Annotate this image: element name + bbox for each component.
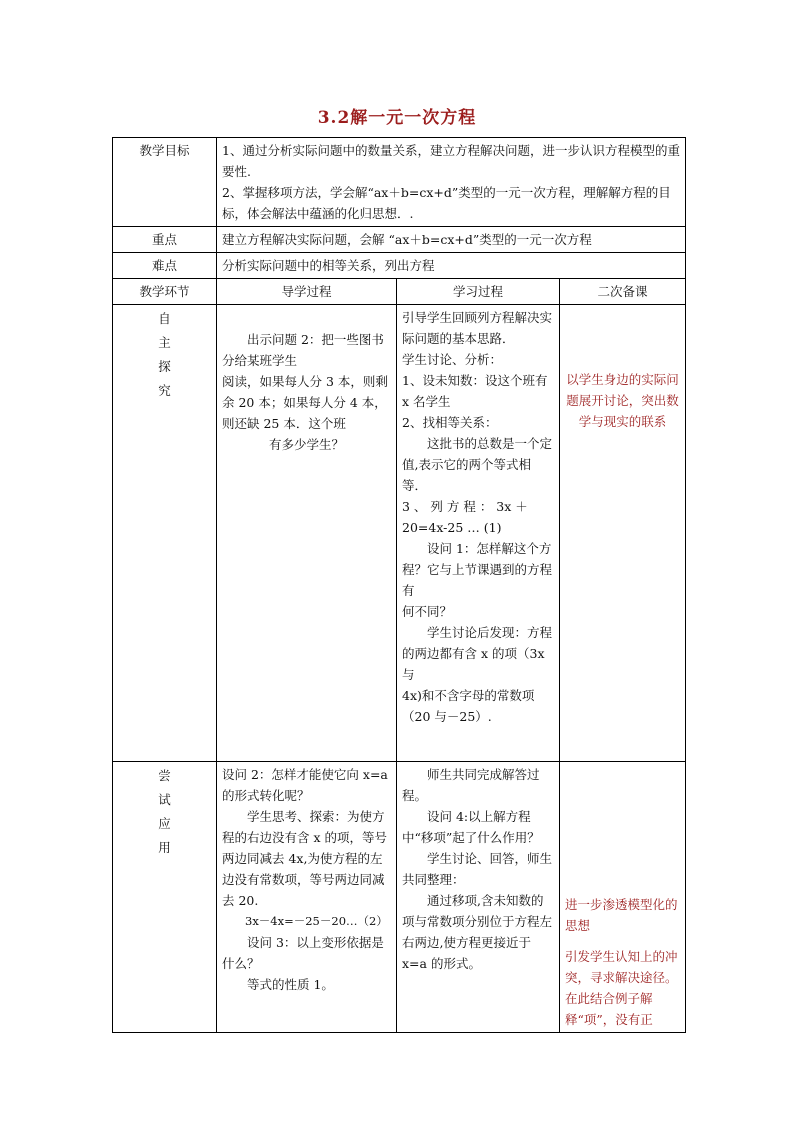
notes-1	[560, 305, 686, 762]
key-point-label: 重点	[113, 227, 217, 253]
stage-char: 应	[158, 816, 171, 831]
objective-1: 1、通过分析实际问题中的数量关系，建立方程解决问题，进一步认识方程模型的重要性.	[222, 143, 680, 179]
key-point-text: 建立方程解决实际问题，会解 “ax＋b=cx+d”类型的一元一次方程	[217, 227, 686, 253]
learn-process-2	[397, 762, 560, 1033]
learn-text: 2、找相等关系：	[402, 415, 498, 430]
notes-text: 在此结合例子解释“项”，没有正	[565, 991, 653, 1027]
difficulty-row	[113, 253, 686, 279]
stage-char: 主	[158, 335, 171, 350]
header-notes: 二次备课	[560, 279, 686, 305]
learn-process-1	[397, 305, 560, 762]
page-title: 3.2解一元一次方程	[317, 108, 477, 128]
stage-char: 探	[158, 359, 171, 374]
objectives-label: 教学目标	[113, 138, 217, 227]
section-2-row	[113, 762, 686, 1033]
section-1-row	[113, 305, 686, 762]
objective-2: 2、掌握移项方法，学会解“ax＋b=cx+d”类型的一元一次方程，理解解方程的目标，体会解法中蕴涵的化归思想．.	[222, 185, 671, 221]
objectives-content	[217, 138, 686, 227]
stage-try-apply	[113, 762, 217, 1033]
header-guide: 导学过程	[217, 279, 397, 305]
learn-text: 师生共同完成解答过程。	[402, 767, 540, 803]
stage-char: 试	[158, 792, 171, 807]
notes-text: 引发学生认知上的冲突，寻求解决途径。	[565, 949, 678, 985]
guide-process-1	[217, 305, 397, 762]
guide-process-2	[217, 762, 397, 1033]
learn-text: 3 、 列 方 程 ： 3x ＋ 20=4x-25 … (1)	[402, 499, 528, 535]
learn-text: 学生讨论、分析：	[402, 352, 503, 367]
lesson-plan-table	[112, 137, 686, 1033]
learn-text: 设问 4:以上解方程中“移项”起了什么作用？	[402, 809, 540, 845]
stage-char: 用	[158, 840, 171, 855]
difficulty-text: 分析实际问题中的相等关系，列出方程	[217, 253, 686, 279]
stage-char: 自	[158, 311, 171, 326]
learn-text: 4x)和不含字母的常数项（20 与－25）.	[402, 688, 535, 724]
learn-text: 学生讨论后发现：方程的两边都有含 x 的项（3x 与	[402, 625, 553, 682]
key-point-row	[113, 227, 686, 253]
learn-text: 这批书的总数是一个定值,表示它的两个等式相等．	[402, 436, 553, 493]
guide-text: 有多少学生？	[268, 437, 344, 452]
learn-text: 设问 1：怎样解这个方程？它与上节课遇到的方程有	[402, 541, 553, 598]
header-row	[113, 279, 686, 305]
notes-2	[560, 762, 686, 1033]
notes-text: 进一步渗透模型化的思想	[565, 897, 678, 933]
guide-text: 阅读，如果每人分 3 本，则剩余 20 本；如果每人分 4 本，则还缺 25 本．这个班	[222, 374, 388, 431]
learn-text: 引导学生回顾列方程解决实际问题的基本思路．	[402, 310, 553, 346]
stage-char: 尝	[158, 768, 171, 783]
learn-text: 何不同？	[402, 604, 453, 619]
guide-text: 出示问题 2：把一些图书分给某班学生	[222, 332, 384, 368]
objectives-row	[113, 138, 686, 227]
guide-text: 设问 3：以上变形依据是什么？	[222, 935, 384, 971]
notes-text: 以学生身边的实际问题展开讨论，突出数学与现实的联系	[566, 372, 679, 429]
guide-text: 学生思考、探索：为使方程的右边没有含 x 的项，等号两边同减去 4x,为使方程的左边没有常数项，等号两边同减去 20.	[222, 809, 387, 908]
learn-text: 1、设未知数：设这个班有 x 名学生	[402, 373, 548, 409]
guide-text: 设问 2：怎样才能使它向 x=a 的形式转化呢？	[222, 767, 388, 803]
stage-char: 究	[158, 383, 171, 398]
difficulty-label: 难点	[113, 253, 217, 279]
header-learn: 学习过程	[397, 279, 560, 305]
guide-equation: 3x－4x=－25－20…（2）	[245, 914, 388, 928]
stage-self-explore	[113, 305, 217, 762]
guide-text: 等式的性质 1。	[247, 977, 334, 992]
header-stage: 教学环节	[113, 279, 217, 305]
learn-text: 学生讨论、回答，师生共同整理：	[402, 851, 553, 887]
learn-text: 通过移项,含未知数的项与常数项分别位于方程左右两边,使方程更接近于 x=a 的形式。	[402, 893, 553, 971]
